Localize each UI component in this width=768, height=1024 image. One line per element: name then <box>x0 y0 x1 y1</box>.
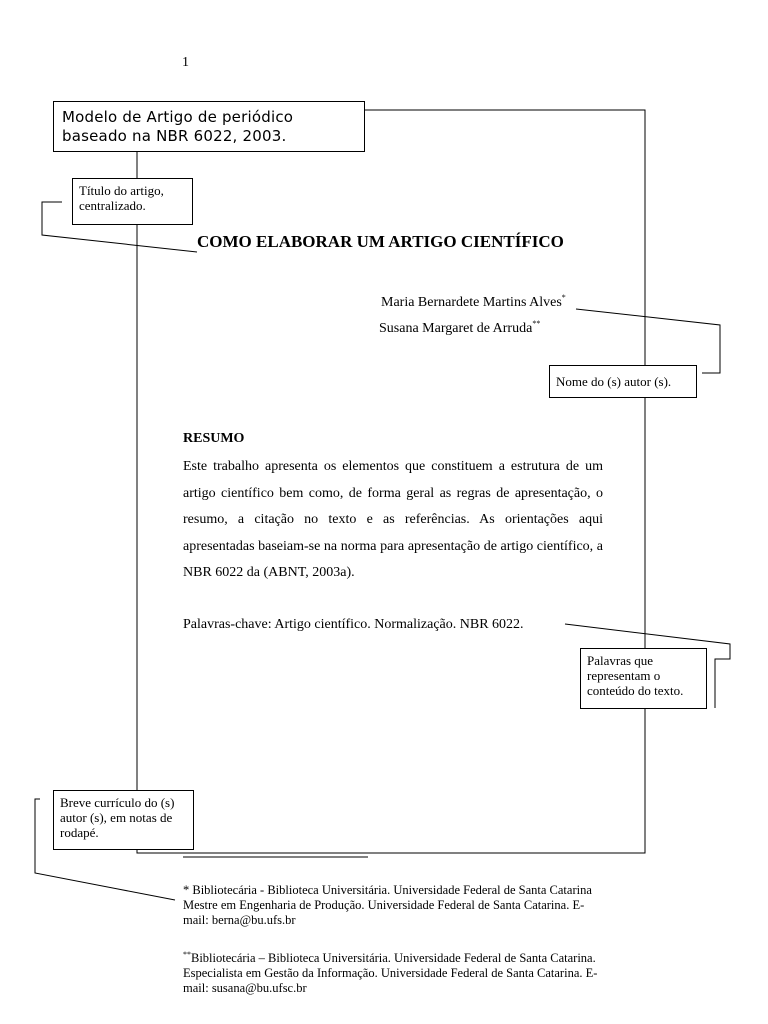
resumo-text: Este trabalho apresenta os elementos que constituem a estrutura de um artigo científico bem como, de forma geral as regras de apresentação, o resumo, a citação no texto e as referências. As orientações aqui apresentadas baseiam-se na norma para apresentação de artigo científico, a NBR 6022 da (ABNT, 2003a). <box>183 459 603 580</box>
resumo-heading: RESUMO <box>183 431 245 446</box>
authors-pointer <box>576 309 720 373</box>
footnote-1-text: Bibliotecária - Biblioteca Universitária. Universidade Federal de Santa Catarina Mestre em Engenharia de Produção. Universidade Federal de Santa Catarina. E-mail: berna@bu.ufs.br <box>183 883 592 927</box>
footnote-1-mark: * <box>183 883 190 897</box>
article-title: COMO ELABORAR UM ARTIGO CIENTÍFICO <box>197 232 564 251</box>
model-title-box <box>53 101 365 152</box>
keywords-callout: Palavras que representam o conteúdo do texto. <box>580 648 707 709</box>
page-number: 1 <box>182 55 189 70</box>
model-title-line-2: baseado na NBR 6022, 2003. <box>62 127 287 145</box>
cv-callout: Breve currículo do (s) autor (s), em notas de rodapé. <box>53 790 194 850</box>
keywords-line: Palavras-chave: Artigo científico. Normalização. NBR 6022. <box>183 617 524 632</box>
footnote-1 <box>183 883 608 928</box>
author-2 <box>379 319 540 337</box>
author-1 <box>381 293 566 311</box>
footnote-2-mark: ** <box>183 950 191 959</box>
author-1-name: Maria Bernardete Martins Alves <box>381 295 562 310</box>
model-title-line-1: Modelo de Artigo de periódico <box>62 108 294 126</box>
author-2-name: Susana Margaret de Arruda <box>379 321 533 336</box>
author-1-mark: * <box>561 293 566 302</box>
footnote-2 <box>183 947 608 996</box>
title-callout: Título do artigo, centralizado. <box>72 178 193 225</box>
footnote-2-text: Bibliotecária – Biblioteca Universitária. Universidade Federal de Santa Catarina. Especialista em Gestão da Informação. Universidade Federal de Santa Catarina. E-mail: susana@bu.ufsc.br <box>183 951 598 995</box>
author-2-mark: ** <box>532 319 541 328</box>
authors-callout: Nome do (s) autor (s). <box>549 365 697 398</box>
